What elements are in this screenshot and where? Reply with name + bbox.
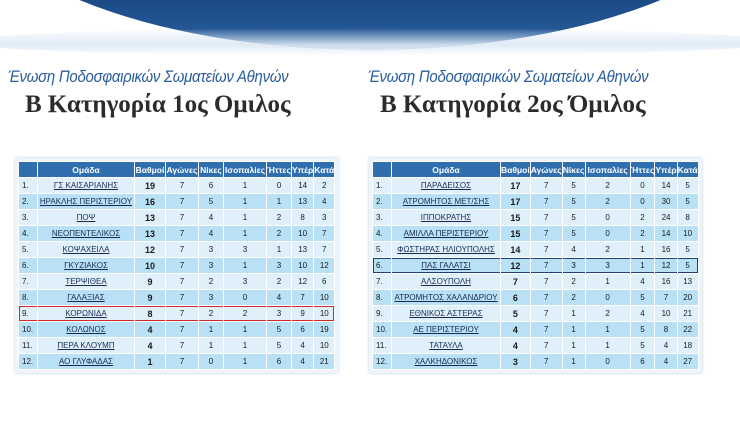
team-link[interactable]: ΝΕΟΠΕΝΤΕΛΙΚΟΣ: [38, 226, 134, 241]
losses-cell: 0: [267, 178, 291, 193]
goals-against-cell: 5: [678, 194, 698, 209]
games-cell: 7: [166, 290, 198, 305]
points-cell: 8: [135, 306, 165, 321]
goals-against-cell: 10: [314, 306, 334, 321]
team-link[interactable]: ΗΡΑΚΛΗΣ ΠΕΡΙΣΤΕΡΙΟΥ: [38, 194, 134, 209]
table-row: [373, 242, 698, 257]
points-cell: 19: [135, 178, 165, 193]
games-cell: 7: [166, 338, 198, 353]
team-link[interactable]: ΑΤΡΟΜΗΤΟΣ ΧΑΛΑΝΔΡΙΟΥ: [392, 290, 500, 305]
draws-cell: 1: [224, 178, 266, 193]
games-cell: 7: [166, 226, 198, 241]
games-cell: 7: [531, 274, 562, 289]
table-row: [19, 290, 334, 305]
losses-cell: 3: [267, 306, 291, 321]
rank-cell: 4.: [19, 226, 37, 241]
team-link[interactable]: ΤΕΡΨΙΘΕΑ: [38, 274, 134, 289]
rank-cell: 6.: [19, 258, 37, 273]
team-link[interactable]: ΑΤΡΟΜΗΤΟΣ ΜΕΤ/ΣΗΣ: [392, 194, 500, 209]
losses-cell: 4: [267, 290, 291, 305]
rank-cell: 3.: [19, 210, 37, 225]
goals-for-cell: 16: [655, 274, 676, 289]
rank-cell: 7.: [373, 274, 391, 289]
wins-cell: 1: [199, 338, 223, 353]
goals-against-cell: 5: [678, 242, 698, 257]
losses-cell: 4: [631, 306, 655, 321]
draws-cell: 2: [224, 306, 266, 321]
games-cell: 7: [166, 242, 198, 257]
table-row: [373, 290, 698, 305]
col-goals-for-header[interactable]: Υπέρ: [292, 162, 313, 177]
goals-for-cell: 14: [292, 178, 313, 193]
col-wins-header[interactable]: Νίκες: [563, 162, 585, 177]
wins-cell: 2: [563, 290, 585, 305]
goals-for-cell: 10: [655, 306, 676, 321]
losses-cell: 5: [631, 322, 655, 337]
table-row: [373, 194, 698, 209]
rank-cell: 6.: [373, 258, 391, 273]
table-row: [373, 338, 698, 353]
draws-cell: 3: [224, 274, 266, 289]
wins-cell: 5: [199, 194, 223, 209]
wins-cell: 6: [199, 178, 223, 193]
games-cell: 7: [531, 194, 562, 209]
rank-cell: 7.: [19, 274, 37, 289]
losses-cell: 4: [631, 274, 655, 289]
table-row: [19, 242, 334, 257]
col-losses-header[interactable]: Ήττες: [267, 162, 291, 177]
points-cell: 1: [135, 354, 165, 369]
losses-cell: 5: [267, 322, 291, 337]
draws-cell: 1: [224, 226, 266, 241]
games-cell: 7: [531, 242, 562, 257]
table-row: [19, 274, 334, 289]
goals-against-cell: 21: [678, 306, 698, 321]
team-link[interactable]: ΠΕΡΑ ΚΛΟΥΜΠ: [38, 338, 134, 353]
goals-against-cell: 27: [678, 354, 698, 369]
draws-cell: 3: [224, 242, 266, 257]
table-row: [19, 178, 334, 193]
standings-table-wrap: [15, 158, 338, 373]
losses-cell: 2: [631, 210, 655, 225]
wins-cell: 5: [563, 226, 585, 241]
group1-panel: [8, 66, 358, 367]
draws-cell: 2: [586, 306, 630, 321]
rank-cell: 5.: [373, 242, 391, 257]
org-name: Ένωση Ποδοσφαιρικών Σωματείων Αθηνών: [368, 67, 649, 86]
points-cell: 4: [135, 338, 165, 353]
goals-for-cell: 13: [292, 242, 313, 257]
col-team-header[interactable]: Ομάδα: [392, 162, 500, 177]
goals-against-cell: 22: [678, 322, 698, 337]
goals-against-cell: 6: [314, 274, 334, 289]
losses-cell: 0: [631, 194, 655, 209]
table-header-row: [19, 162, 334, 177]
losses-cell: 2: [267, 274, 291, 289]
points-cell: 12: [501, 258, 530, 273]
rank-cell: 9.: [373, 306, 391, 321]
col-rank-header: [373, 162, 391, 177]
losses-cell: 2: [267, 210, 291, 225]
org-name: Ένωση Ποδοσφαιρικών Σωματείων Αθηνών: [8, 67, 289, 86]
table-row: [373, 210, 698, 225]
goals-against-cell: 13: [678, 274, 698, 289]
losses-cell: 2: [631, 226, 655, 241]
col-draws-header[interactable]: Ισοπαλίες: [586, 162, 630, 177]
goals-for-cell: 13: [292, 194, 313, 209]
standings-body: [19, 178, 334, 369]
wins-cell: 1: [199, 322, 223, 337]
goals-against-cell: 18: [678, 338, 698, 353]
games-cell: 7: [531, 338, 562, 353]
col-rank-header: [19, 162, 37, 177]
rank-cell: 8.: [19, 290, 37, 305]
losses-cell: 1: [631, 258, 655, 273]
table-row: [373, 258, 698, 273]
losses-cell: 2: [267, 226, 291, 241]
team-link[interactable]: ΙΠΠΟΚΡΑΤΗΣ: [392, 210, 500, 225]
draws-cell: 1: [586, 338, 630, 353]
games-cell: 7: [166, 322, 198, 337]
team-link[interactable]: ΚΟΡΩΝΙΔΑ: [38, 306, 134, 321]
losses-cell: 6: [631, 354, 655, 369]
points-cell: 16: [135, 194, 165, 209]
team-link[interactable]: ΧΑΛΚΗΔΟΝΙΚΟΣ: [392, 354, 500, 369]
points-cell: 9: [135, 274, 165, 289]
table-row: [19, 258, 334, 273]
team-link[interactable]: ΓΣ ΚΑΙΣΑΡΙΑΝΗΣ: [38, 178, 134, 193]
games-cell: 7: [166, 354, 198, 369]
table-row: [19, 306, 334, 321]
table-row: [19, 210, 334, 225]
games-cell: 7: [531, 290, 562, 305]
table-row: [373, 226, 698, 241]
points-cell: 15: [501, 226, 530, 241]
team-link[interactable]: ΓΑΛΑΞΙΑΣ: [38, 290, 134, 305]
team-link[interactable]: ΕΘΝΙΚΟΣ ΑΣΤΕΡΑΣ: [392, 306, 500, 321]
games-cell: 7: [166, 194, 198, 209]
points-cell: 12: [135, 242, 165, 257]
table-row: [19, 226, 334, 241]
col-points-header[interactable]: Βαθμοί: [501, 162, 530, 177]
goals-against-cell: 5: [678, 258, 698, 273]
wins-cell: 1: [563, 306, 585, 321]
col-losses-header[interactable]: Ήττες: [631, 162, 655, 177]
goals-against-cell: 2: [314, 178, 334, 193]
wins-cell: 5: [563, 194, 585, 209]
table-row: [19, 322, 334, 337]
rank-cell: 2.: [373, 194, 391, 209]
top-banner: [0, 0, 740, 64]
losses-cell: 5: [631, 290, 655, 305]
losses-cell: 5: [631, 338, 655, 353]
points-cell: 9: [135, 290, 165, 305]
rank-cell: 11.: [19, 338, 37, 353]
points-cell: 17: [501, 178, 530, 193]
goals-against-cell: 10: [678, 226, 698, 241]
wins-cell: 5: [563, 178, 585, 193]
points-cell: 15: [501, 210, 530, 225]
games-cell: 7: [166, 178, 198, 193]
team-link[interactable]: ΑΟ ΓΛΥΦΑΔΑΣ: [38, 354, 134, 369]
goals-against-cell: 4: [314, 194, 334, 209]
draws-cell: 1: [224, 194, 266, 209]
banner-glow: [0, 28, 740, 56]
col-games-header[interactable]: Αγώνες: [166, 162, 198, 177]
team-link[interactable]: ΑΛΣΟΥΠΟΛΗ: [392, 274, 500, 289]
wins-cell: 1: [563, 338, 585, 353]
team-link[interactable]: ΑΜΙΛΛΑ ΠΕΡΙΣΤΕΡΙΟΥ: [392, 226, 500, 241]
goals-against-cell: 5: [678, 178, 698, 193]
team-link[interactable]: ΤΑΤΑΥΛΑ: [392, 338, 500, 353]
draws-cell: 3: [586, 258, 630, 273]
wins-cell: 1: [563, 322, 585, 337]
wins-cell: 2: [563, 274, 585, 289]
rank-cell: 8.: [373, 290, 391, 305]
group-title: Β Κατηγορία 2ος Όμιλος: [380, 91, 646, 118]
points-cell: 4: [135, 322, 165, 337]
col-goals-against-header[interactable]: Κατά: [314, 162, 334, 177]
points-cell: 5: [501, 306, 530, 321]
table-row: [19, 338, 334, 353]
games-cell: 7: [166, 306, 198, 321]
goals-against-cell: 10: [314, 338, 334, 353]
table-row: [373, 274, 698, 289]
wins-cell: 2: [199, 306, 223, 321]
standings-table: [372, 161, 699, 370]
col-points-header[interactable]: Βαθμοί: [135, 162, 165, 177]
losses-cell: 1: [631, 242, 655, 257]
wins-cell: 4: [199, 210, 223, 225]
team-link[interactable]: ΠΑΣ ΓΑΛΑΤΣΙ: [392, 258, 500, 273]
wins-cell: 3: [199, 258, 223, 273]
goals-for-cell: 10: [292, 258, 313, 273]
goals-against-cell: 20: [678, 290, 698, 305]
table-row: [373, 322, 698, 337]
rank-cell: 2.: [19, 194, 37, 209]
goals-for-cell: 4: [655, 338, 676, 353]
goals-for-cell: 30: [655, 194, 676, 209]
draws-cell: 0: [586, 290, 630, 305]
wins-cell: 4: [199, 226, 223, 241]
rank-cell: 10.: [373, 322, 391, 337]
goals-against-cell: 8: [678, 210, 698, 225]
group2-panel: [368, 66, 722, 367]
wins-cell: 0: [199, 354, 223, 369]
col-wins-header[interactable]: Νίκες: [199, 162, 223, 177]
goals-for-cell: 6: [292, 322, 313, 337]
draws-cell: 2: [586, 242, 630, 257]
col-team-header[interactable]: Ομάδα: [38, 162, 134, 177]
draws-cell: 1: [224, 258, 266, 273]
wins-cell: 2: [199, 274, 223, 289]
col-goals-against-header[interactable]: Κατά: [678, 162, 698, 177]
goals-for-cell: 16: [655, 242, 676, 257]
wins-cell: 4: [563, 242, 585, 257]
goals-for-cell: 10: [292, 226, 313, 241]
draws-cell: 0: [224, 290, 266, 305]
games-cell: 7: [531, 226, 562, 241]
draws-cell: 1: [224, 322, 266, 337]
draws-cell: 2: [586, 178, 630, 193]
games-cell: 7: [166, 258, 198, 273]
losses-cell: 1: [267, 242, 291, 257]
rank-cell: 10.: [19, 322, 37, 337]
goals-for-cell: 24: [655, 210, 676, 225]
goals-against-cell: 10: [314, 290, 334, 305]
goals-for-cell: 12: [655, 258, 676, 273]
col-goals-for-header[interactable]: Υπέρ: [655, 162, 676, 177]
games-cell: 7: [166, 210, 198, 225]
team-link[interactable]: ΠΟΨ: [38, 210, 134, 225]
points-cell: 7: [501, 274, 530, 289]
wins-cell: 3: [199, 290, 223, 305]
points-cell: 3: [501, 354, 530, 369]
table-row: [373, 354, 698, 369]
points-cell: 17: [501, 194, 530, 209]
points-cell: 4: [501, 322, 530, 337]
table-row: [19, 194, 334, 209]
goals-for-cell: 14: [655, 178, 676, 193]
table-row: [373, 178, 698, 193]
goals-for-cell: 4: [292, 354, 313, 369]
games-cell: 7: [166, 274, 198, 289]
points-cell: 4: [501, 338, 530, 353]
draws-cell: 2: [586, 194, 630, 209]
team-link[interactable]: ΚΟΛΩΝΟΣ: [38, 322, 134, 337]
games-cell: 7: [531, 306, 562, 321]
col-games-header[interactable]: Αγώνες: [531, 162, 562, 177]
draws-cell: 1: [224, 338, 266, 353]
points-cell: 10: [135, 258, 165, 273]
team-link[interactable]: ΚΟΨΑΧΕΙΛΑ: [38, 242, 134, 257]
games-cell: 7: [531, 258, 562, 273]
team-link[interactable]: ΦΩΣΤΗΡΑΣ ΗΛΙΟΥΠΟΛΗΣ: [392, 242, 500, 257]
goals-for-cell: 9: [292, 306, 313, 321]
rank-cell: 12.: [373, 354, 391, 369]
goals-for-cell: 8: [655, 322, 676, 337]
goals-against-cell: 3: [314, 210, 334, 225]
games-cell: 7: [531, 210, 562, 225]
draws-cell: 1: [586, 322, 630, 337]
points-cell: 6: [501, 290, 530, 305]
goals-against-cell: 21: [314, 354, 334, 369]
table-header-row: [373, 162, 698, 177]
goals-for-cell: 8: [292, 210, 313, 225]
goals-against-cell: 12: [314, 258, 334, 273]
goals-for-cell: 14: [655, 226, 676, 241]
rank-cell: 9.: [19, 306, 37, 321]
standings-table-wrap: [369, 158, 702, 373]
goals-for-cell: 4: [292, 338, 313, 353]
rank-cell: 4.: [373, 226, 391, 241]
losses-cell: 1: [267, 194, 291, 209]
draws-cell: 0: [586, 354, 630, 369]
points-cell: 14: [501, 242, 530, 257]
games-cell: 7: [531, 322, 562, 337]
goals-for-cell: 4: [655, 354, 676, 369]
draws-cell: 1: [224, 354, 266, 369]
points-cell: 13: [135, 226, 165, 241]
games-cell: 7: [531, 354, 562, 369]
goals-for-cell: 7: [655, 290, 676, 305]
wins-cell: 5: [563, 210, 585, 225]
draws-cell: 0: [586, 210, 630, 225]
rank-cell: 1.: [19, 178, 37, 193]
points-cell: 13: [135, 210, 165, 225]
wins-cell: 1: [563, 354, 585, 369]
team-link[interactable]: ΓΚΥΖΙΑΚΟΣ: [38, 258, 134, 273]
col-draws-header[interactable]: Ισοπαλίες: [224, 162, 266, 177]
rank-cell: 11.: [373, 338, 391, 353]
games-cell: 7: [531, 178, 562, 193]
team-link[interactable]: ΑΕ ΠΕΡΙΣΤΕΡΙΟΥ: [392, 322, 500, 337]
rank-cell: 12.: [19, 354, 37, 369]
table-row: [373, 306, 698, 321]
group-title: Β Κατηγορία 1ος Ομιλος: [25, 91, 291, 118]
losses-cell: 3: [267, 258, 291, 273]
draws-cell: 0: [586, 226, 630, 241]
draws-cell: 1: [586, 274, 630, 289]
rank-cell: 1.: [373, 178, 391, 193]
wins-cell: 3: [199, 242, 223, 257]
losses-cell: 6: [267, 354, 291, 369]
team-link[interactable]: ΠΑΡΑΔΕΙΣΟΣ: [392, 178, 500, 193]
goals-for-cell: 12: [292, 274, 313, 289]
goals-for-cell: 7: [292, 290, 313, 305]
goals-against-cell: 7: [314, 242, 334, 257]
wins-cell: 3: [563, 258, 585, 273]
losses-cell: 5: [267, 338, 291, 353]
rank-cell: 5.: [19, 242, 37, 257]
goals-against-cell: 7: [314, 226, 334, 241]
table-row: [19, 354, 334, 369]
goals-against-cell: 19: [314, 322, 334, 337]
draws-cell: 1: [224, 210, 266, 225]
rank-cell: 3.: [373, 210, 391, 225]
standings-body: [373, 178, 698, 369]
standings-table: [18, 161, 335, 370]
losses-cell: 0: [631, 178, 655, 193]
